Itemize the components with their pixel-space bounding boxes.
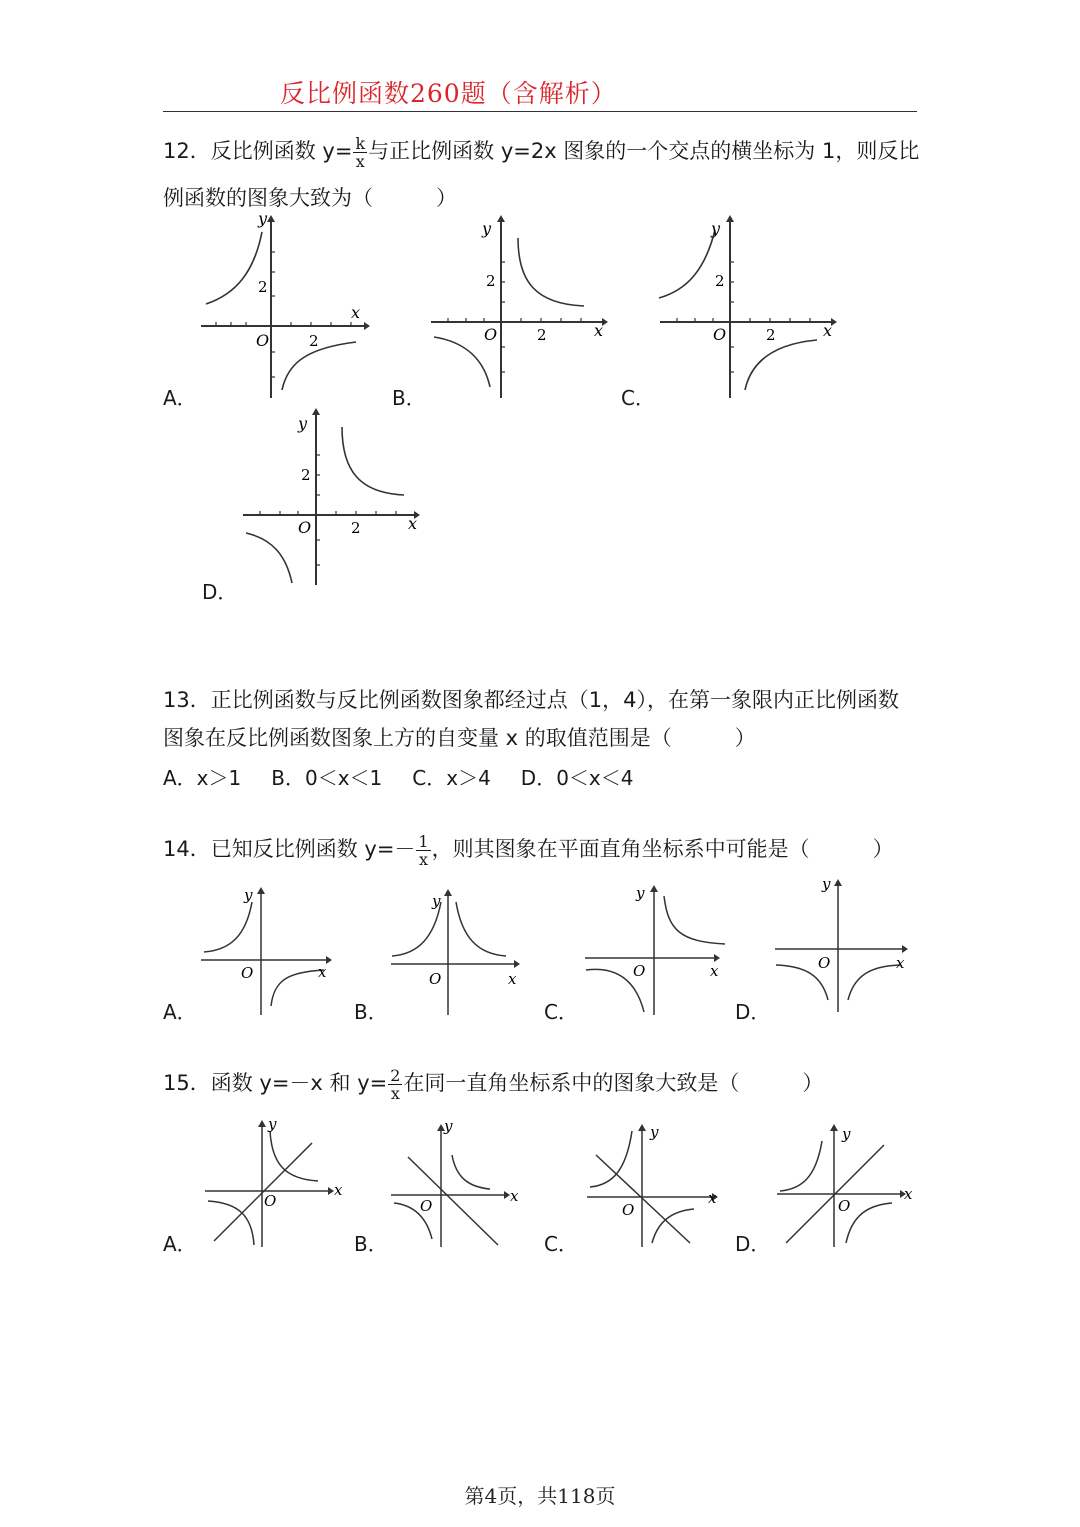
q15b-axis-y: y: [444, 1117, 453, 1135]
q14-label-d: D．: [735, 1000, 771, 1024]
q13-line1: 13．正比例函数与反比例函数图象都经过点（1，4），在第一象限内正比例函数: [163, 688, 899, 712]
q15-label-a: A．: [163, 1232, 197, 1256]
q12d-tick-y: 2: [301, 466, 311, 484]
q14-graph-b: [386, 880, 526, 1020]
q13-options: [163, 762, 663, 791]
q12b-origin: O: [484, 325, 498, 344]
q14c-axis-y: y: [636, 884, 645, 902]
q14-graph-a: [196, 880, 336, 1020]
q12b-axis-y: y: [482, 219, 492, 238]
q12c-axis-y: y: [711, 219, 721, 238]
q12-text-b: 与正比例函数 y=2x 图象的一个交点的横坐标为 1，则反比: [368, 139, 920, 163]
document-title: 反比例函数260题（含解析）: [280, 79, 617, 108]
q12a-axis-y: y: [258, 212, 268, 228]
q12b-tick-x: 2: [537, 326, 547, 344]
q12-graph-c: [655, 212, 840, 402]
q14d-axis-y: y: [822, 875, 831, 893]
q14-fraction: [416, 833, 430, 868]
q15-line1: [163, 1060, 823, 1106]
q14b-axis-x: x: [508, 970, 517, 988]
q12-graph-b: [426, 212, 611, 402]
q12c-origin: O: [713, 325, 727, 344]
q14-graph-d: [770, 872, 915, 1017]
q12-text-a2: 反比例函数 y=: [210, 139, 353, 163]
q15-fraction: [388, 1067, 402, 1102]
q12-label-b: B．: [392, 386, 426, 410]
q12c-axis-x: x: [823, 321, 833, 340]
q12-text-a: 12．: [163, 139, 211, 163]
q14a-origin: O: [241, 964, 254, 982]
q15-frac-num: 2: [390, 1065, 401, 1085]
q15-text-b: 在同一直角坐标系中的图象大致是（ ）: [403, 1071, 824, 1095]
q12a-tick-x: 2: [309, 332, 319, 350]
q12-frac-num: k: [355, 133, 366, 153]
q12-frac-den: x: [355, 151, 365, 171]
q12b-tick-y: 2: [486, 272, 496, 290]
q12-label-d: D．: [202, 580, 238, 604]
q12a-origin: O: [256, 331, 270, 350]
q12-line2: 例函数的图象大致为（ ）: [163, 186, 457, 210]
q15c-axis-x: x: [708, 1189, 717, 1207]
q12d-axis-x: x: [408, 514, 418, 533]
q15-graph-b: [386, 1115, 526, 1250]
q14-label-c: C．: [544, 1000, 578, 1024]
q14b-axis-y: y: [432, 892, 441, 910]
q14-text-b: ，则其图象在平面直角坐标系中可能是（ ）: [431, 837, 894, 861]
q13-option-b: B．0＜x＜1: [271, 766, 383, 790]
q13-option-c: C．x＞4: [412, 766, 491, 790]
q12d-origin: O: [298, 518, 312, 537]
q12-label-c: C．: [621, 386, 655, 410]
q15b-axis-x: x: [510, 1187, 519, 1205]
q15d-axis-x: x: [904, 1185, 913, 1203]
q14-frac-num: 1: [418, 831, 429, 851]
q14-text-a: 14．已知反比例函数 y=－: [163, 837, 416, 861]
q13-line2: 图象在反比例函数图象上方的自变量 x 的取值范围是（ ）: [163, 726, 756, 750]
q15-text-a: 15．函数 y=－x 和 y=: [163, 1071, 388, 1095]
q12a-tick-y: 2: [258, 278, 268, 296]
title-rule: [163, 111, 917, 112]
q15-label-d: D．: [735, 1232, 771, 1256]
q14c-origin: O: [633, 962, 646, 980]
page-footer: 第4页，共118页: [464, 1484, 616, 1508]
q12a-axis-x: x: [351, 303, 361, 322]
q12-graph-a: [196, 212, 371, 402]
q12-label-a: A．: [163, 386, 197, 410]
q14-line1: [163, 826, 894, 872]
q15a-axis-y: y: [268, 1115, 277, 1133]
q13-option-a: A．x＞1: [163, 766, 242, 790]
q15a-origin: O: [264, 1192, 277, 1210]
q13-option-d: D．0＜x＜4: [520, 766, 634, 790]
q14d-origin: O: [818, 954, 831, 972]
q15-label-c: C．: [544, 1232, 578, 1256]
q12-fraction: [353, 135, 367, 170]
q12c-tick-y: 2: [715, 272, 725, 290]
q15-graph-c: [582, 1115, 727, 1250]
q14-graph-c: [580, 880, 725, 1020]
q15-graph-a: [200, 1115, 350, 1250]
q14d-axis-x: x: [896, 954, 905, 972]
q14-label-a: A．: [163, 1000, 197, 1024]
q15a-axis-x: x: [334, 1181, 343, 1199]
q12b-axis-x: x: [594, 321, 604, 340]
q12-graph-d: [240, 405, 425, 590]
q15c-axis-y: y: [650, 1123, 659, 1141]
q12d-tick-x: 2: [351, 519, 361, 537]
q15c-origin: O: [622, 1201, 635, 1219]
q12d-axis-y: y: [298, 414, 308, 433]
q14b-origin: O: [429, 970, 442, 988]
q14a-axis-x: x: [318, 963, 327, 981]
q15d-origin: O: [838, 1197, 851, 1215]
q15-graph-d: [772, 1115, 917, 1250]
q15-label-b: B．: [354, 1232, 388, 1256]
q14-frac-den: x: [419, 849, 429, 869]
q12-line1: [163, 128, 919, 174]
q15b-origin: O: [420, 1197, 433, 1215]
q14c-axis-x: x: [710, 962, 719, 980]
q14-label-b: B．: [354, 1000, 388, 1024]
q15-frac-den: x: [390, 1083, 400, 1103]
q15d-axis-y: y: [842, 1125, 851, 1143]
q12c-tick-x: 2: [766, 326, 776, 344]
q14a-axis-y: y: [244, 886, 253, 904]
